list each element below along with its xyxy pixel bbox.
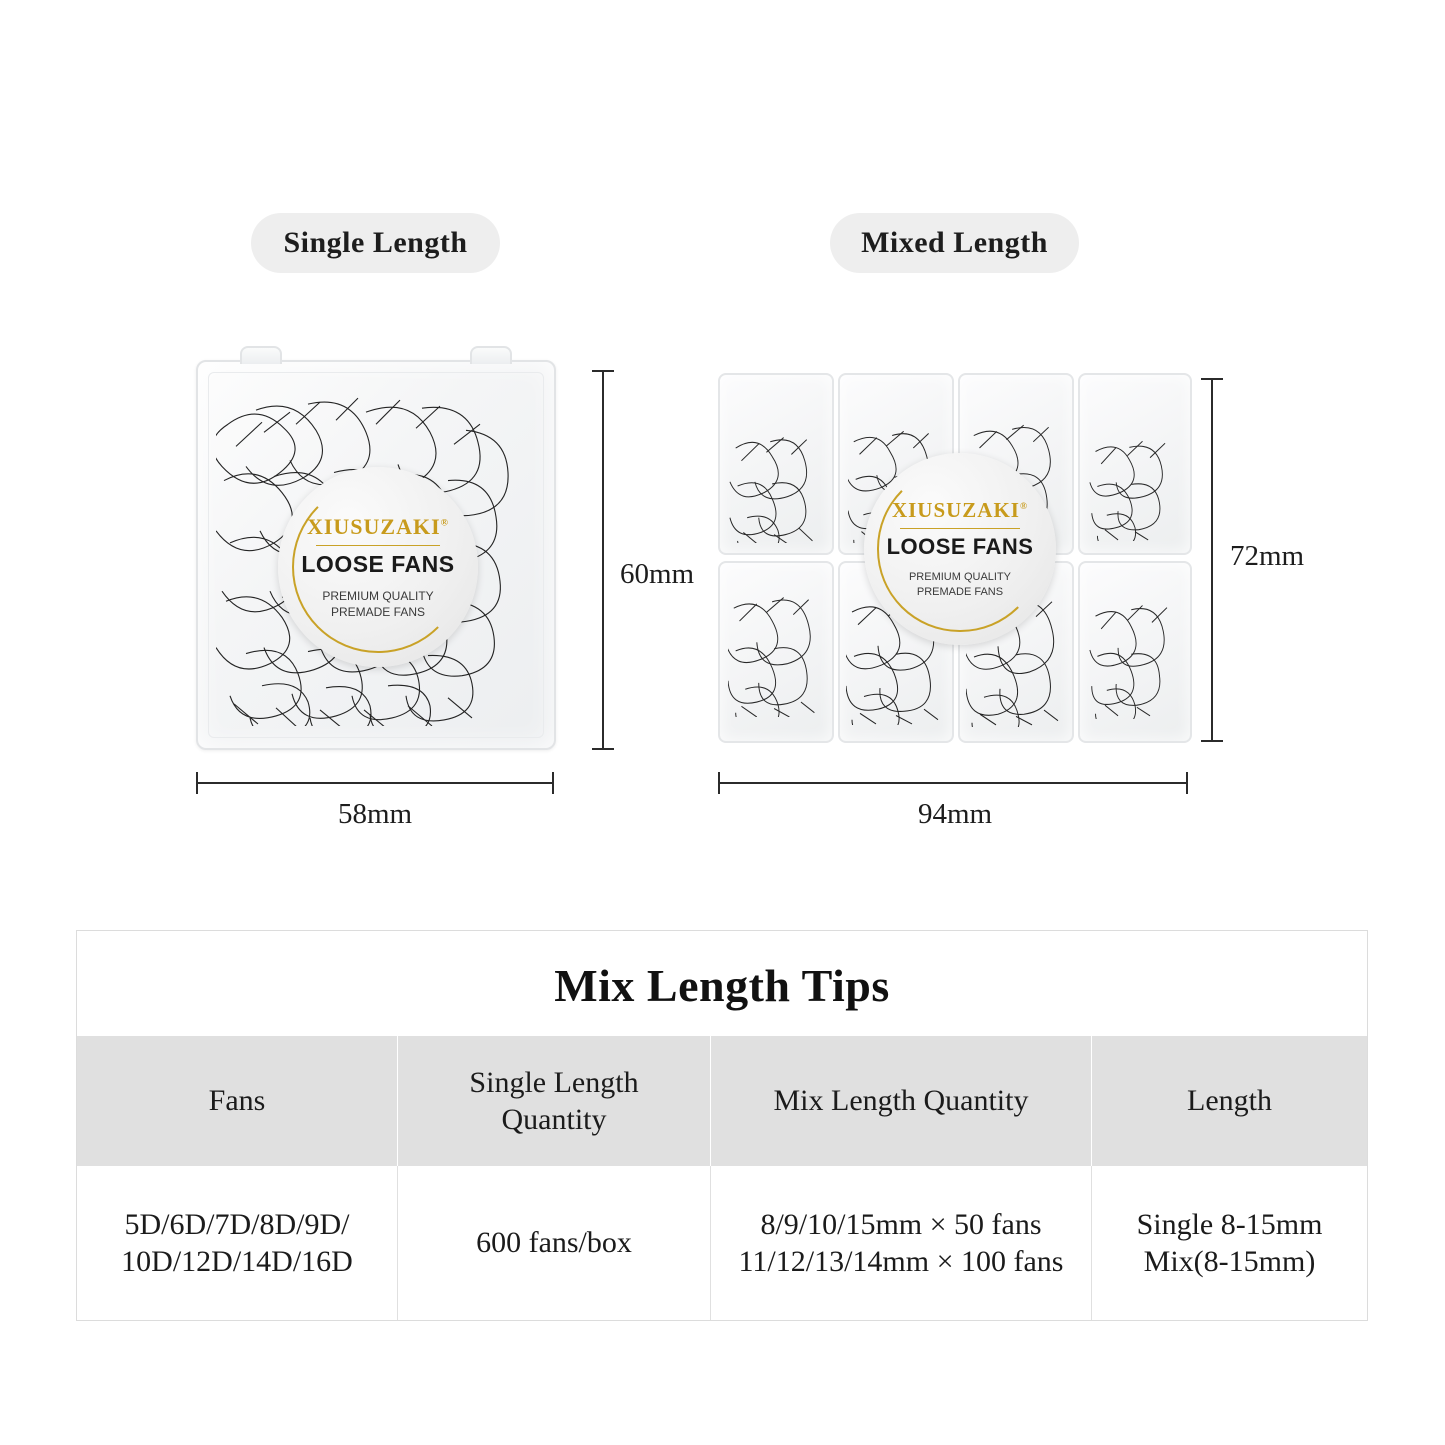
brand-name-mixed: XIUSUZAKI® (891, 498, 1029, 523)
table-cell-mix-quantity-line1: 8/9/10/15mm × 50 fans (760, 1207, 1042, 1241)
label-title-mixed: LOOSE FANS (886, 534, 1034, 560)
section-pill-single-length-label: Single Length (283, 226, 468, 259)
dimension-cap-mixed-height-bottom (1201, 740, 1223, 742)
table-header-mix-length-quantity: Mix Length Quantity (711, 1036, 1092, 1166)
brand-trademark-single: ® (440, 517, 450, 529)
lash-fans-cluster-5 (728, 589, 824, 717)
product-label-single (278, 467, 478, 667)
table-header-fans: Fans (77, 1036, 398, 1166)
table-header-length: Length (1187, 1084, 1272, 1118)
table-cell-length (1092, 1166, 1367, 1320)
table-header-row (77, 1036, 1367, 1166)
table-header-single-length-quantity (398, 1036, 711, 1166)
box-clip-right-single (470, 346, 512, 364)
brand-name-single: XIUSUZAKI® (306, 513, 450, 539)
dimension-cap-single-height-top (592, 370, 614, 372)
table-cell-fans (77, 1166, 398, 1320)
box-clip-left-single (240, 346, 282, 364)
table-row (77, 1166, 1367, 1320)
dimension-label-single-width: 58mm (338, 798, 413, 830)
dimension-line-mixed-height (1211, 378, 1213, 742)
single-length-product-image (196, 360, 556, 750)
table-cell-fans-line1: 5D/6D/7D/8D/9D/ (124, 1207, 350, 1241)
dimension-label-mixed-height: 72mm (1230, 540, 1305, 572)
dimension-cap-single-width-right (552, 772, 554, 794)
mixed-box-cell-4 (1078, 373, 1192, 555)
table-cell-length-line1: Single 8-15mm (1136, 1207, 1323, 1241)
table-cell-mix-quantity-line2: 11/12/13/14mm × 100 fans (738, 1245, 1064, 1278)
dimension-cap-mixed-width-right (1186, 772, 1188, 794)
dimension-label-single-height: 60mm (620, 558, 695, 590)
mixed-box-cell-1 (718, 373, 834, 555)
product-label-mixed (864, 453, 1056, 645)
mixed-length-product-image (718, 373, 1188, 743)
dimension-cap-mixed-height-top (1201, 378, 1223, 380)
mix-length-tips-table (76, 930, 1368, 1321)
table-cell-fans-line2: 10D/12D/14D/16D (121, 1245, 353, 1278)
mixed-box-cell-5 (718, 561, 834, 743)
dimension-cap-mixed-width-left (718, 772, 720, 794)
dimension-cap-single-height-bottom (592, 748, 614, 750)
table-cell-single-quantity: 600 fans/box (398, 1166, 711, 1320)
dimension-line-single-width (196, 782, 554, 784)
brand-trademark-mixed: ® (1019, 502, 1029, 513)
dimension-line-single-height (602, 370, 604, 750)
mixed-box-cell-8 (1078, 561, 1192, 743)
section-pill-mixed-length-label: Mixed Length (861, 226, 1048, 259)
section-pill-single-length (251, 213, 500, 273)
table-cell-mix-quantity (711, 1166, 1092, 1320)
table-header-single-length-quantity-line1: Single Length (469, 1065, 639, 1099)
lash-fans-cluster-4 (1088, 433, 1182, 541)
label-gold-ring-mixed (877, 466, 1042, 631)
label-subtitle-mixed: PREMIUM QUALITY PREMADE FANS (908, 571, 1012, 598)
single-length-box (196, 360, 556, 750)
label-gold-ring-single (292, 481, 464, 653)
dimension-label-mixed-width: 94mm (918, 798, 993, 830)
label-title-single: LOOSE FANS (301, 550, 455, 577)
table-title: Mix Length Tips (554, 960, 890, 1011)
section-pill-mixed-length (830, 213, 1079, 273)
dimension-cap-single-width-left (196, 772, 198, 794)
dimension-line-mixed-width (718, 782, 1188, 784)
label-subtitle-single: PREMIUM QUALITY PREMADE FANS (322, 588, 434, 619)
lash-fans-cluster-1 (728, 427, 824, 543)
lash-fans-cluster-8 (1088, 597, 1182, 719)
table-header-single-length-quantity-line2: Quantity (501, 1103, 607, 1136)
table-cell-length-line2: Mix(8-15mm) (1143, 1245, 1316, 1278)
